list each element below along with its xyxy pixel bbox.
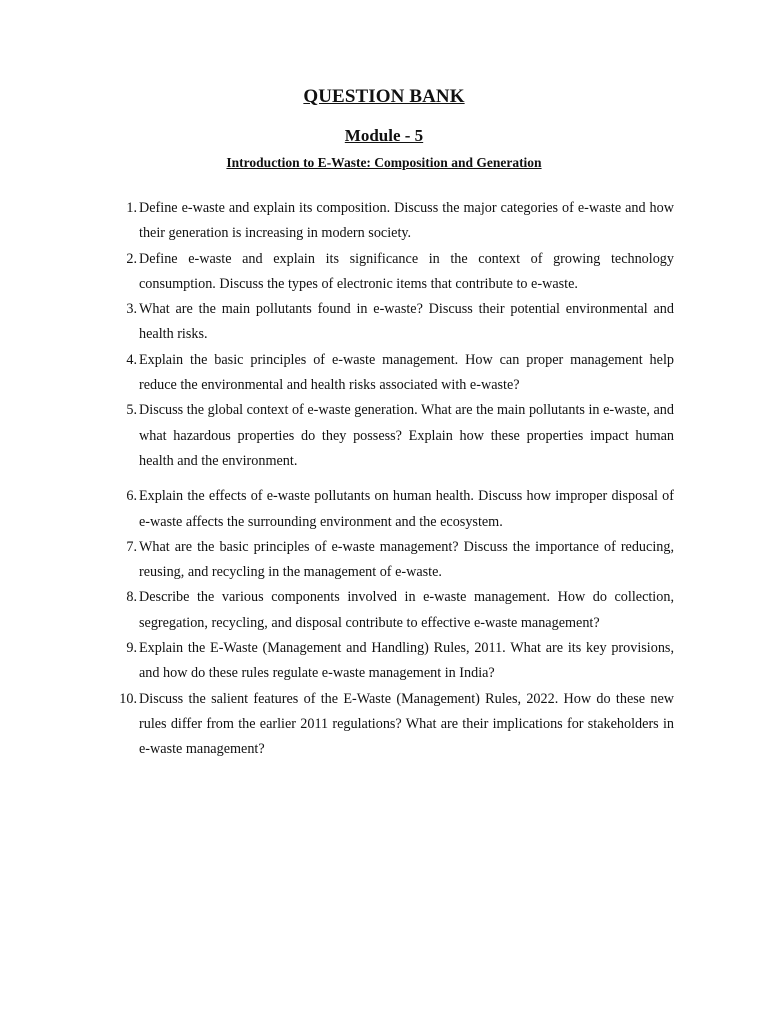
question-number: 2. <box>126 250 137 267</box>
module-subtitle: Introduction to E-Waste: Composition and Generation <box>226 155 542 170</box>
question-text: Define e-waste and explain its significance in the context of growing technology consumption. Discuss the types of electronic items that contribute to e-waste. <box>139 250 674 292</box>
question-number: 8. <box>126 589 137 606</box>
question-text: Explain the basic principles of e-waste management. How can proper management help reduce the environmental and health risks associated with e-waste? <box>139 351 674 394</box>
question-item <box>126 297 674 348</box>
question-text: Explain the effects of e-waste pollutants on human health. Discuss how improper disposal of e-waste affects the surrounding environment and the ecosystem. <box>139 488 674 530</box>
question-item <box>126 585 674 636</box>
question-text: Discuss the salient features of the E-Waste (Management) Rules, 2022. How do these new rules differ from the earlier 2011 regulations? What are their implications for stakeholders in e-waste management? <box>139 690 674 758</box>
question-text: Discuss the global context of e-waste generation. What are the main pollutants in e-waste, and what hazardous properties do they possess? Explain how these properties impact human health and the environment. <box>139 402 674 469</box>
question-number: 4. <box>126 351 137 368</box>
question-text: Define e-waste and explain its composition. Discuss the major categories of e-waste and how their generation is increasing in modern society. <box>139 200 674 242</box>
question-item <box>126 348 674 399</box>
question-text: Explain the E-Waste (Management and Handling) Rules, 2011. What are its key provisions, and how do these rules regulate e-waste management in India? <box>139 640 674 682</box>
question-number: 5. <box>126 402 137 419</box>
question-number: 10. <box>119 690 137 707</box>
question-item <box>126 535 674 586</box>
question-text: What are the basic principles of e-waste management? Discuss the importance of reducing, reusing, and recycling in the management of e-waste. <box>139 538 674 581</box>
module-heading: Module - 5 <box>344 126 424 145</box>
question-number: 6. <box>126 488 137 505</box>
document-title: QUESTION BANK <box>303 86 465 107</box>
question-item <box>126 636 674 687</box>
question-item <box>126 196 674 247</box>
question-item <box>126 484 674 535</box>
question-item <box>126 398 674 474</box>
question-number: 7. <box>126 538 137 555</box>
question-number: 9. <box>126 640 137 657</box>
question-text: What are the main pollutants found in e-waste? Discuss their potential environmental and health risks. <box>139 301 674 343</box>
question-item <box>126 247 674 298</box>
question-text: Describe the various components involved in e-waste management. How do collection, segregation, recycling, and disposal contribute to effective e-waste management? <box>139 589 674 631</box>
question-number: 1. <box>126 200 137 216</box>
question-list <box>0 196 768 763</box>
question-item <box>119 687 674 763</box>
question-number: 3. <box>126 301 137 318</box>
